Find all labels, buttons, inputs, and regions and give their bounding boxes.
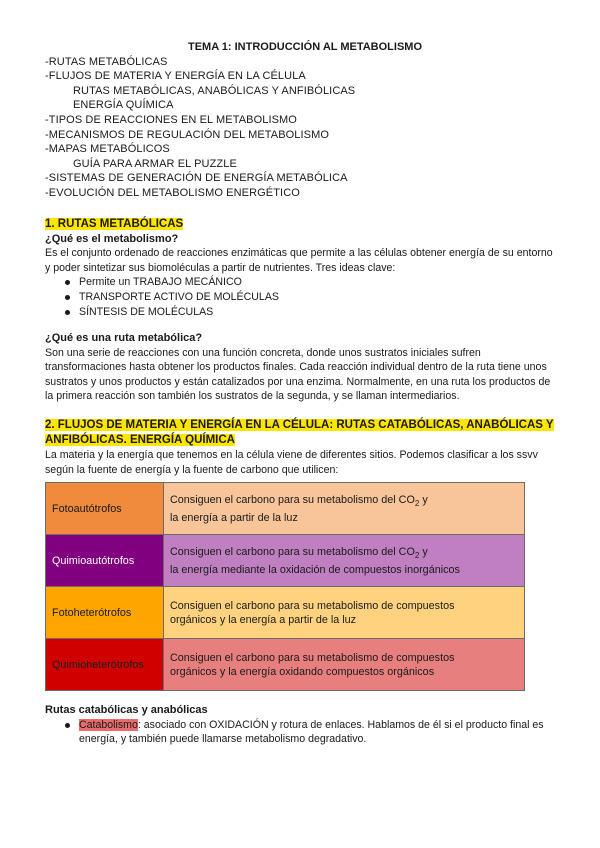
subscript: 2: [414, 498, 420, 508]
document-title: TEMA 1: INTRODUCCIÓN AL METABOLISMO: [187, 41, 423, 53]
organism-type-label: Fotoautótrofos: [46, 483, 164, 535]
organism-type-label: Quimioheterótrofos: [46, 639, 164, 691]
section-1-heading: [45, 217, 555, 232]
table-row: [46, 483, 525, 535]
organism-type-description: [164, 535, 525, 587]
organism-type-label: Fotoheterótrofos: [46, 587, 164, 639]
toc-item: -EVOLUCIÓN DEL METABOLISMO ENERGÉTICO: [45, 186, 300, 199]
description-line-1: Consiguen el carbono para su metabolismo del CO: [170, 493, 415, 506]
organism-type-description: [164, 587, 525, 639]
table-row: [46, 587, 525, 639]
section-1-heading-text: 1. RUTAS METABÓLICAS: [45, 217, 184, 230]
toc-item: -TIPOS DE REACCIONES EN EL METABOLISMO: [45, 113, 297, 126]
table-of-contents: [45, 55, 555, 201]
paragraph-metabolism: Es el conjunto ordenado de reacciones enzimáticas que permite a las células obtener energía de su entorno y poder sintetizar sus biomoléculas a partir de nutrientes. Tres ideas clave:: [45, 247, 553, 274]
toc-item: -SISTEMAS DE GENERACIÓN DE ENERGÍA METABÓLICA: [45, 172, 348, 185]
toc-item: -RUTAS METABÓLICAS: [45, 55, 168, 68]
paragraph-sources: La materia y la energía que tenemos en la célula viene de diferentes sitios. Podemos clasificar a los ssvv según la fuente de energía y la fuente de carbono que utilicen:: [45, 449, 538, 476]
subscript: 2: [414, 550, 420, 560]
description-line-2: la energía a partir de la luz: [170, 511, 298, 524]
description-line-1-end: y: [419, 493, 428, 506]
organism-type-description: [164, 483, 525, 535]
description-line-2: orgánicos y la energía a partir de la luz: [170, 613, 357, 626]
routes-list: [65, 718, 555, 747]
section-2-heading: [45, 418, 555, 448]
routes-subheading: Rutas catabólicas y anabólicas: [45, 704, 208, 717]
question-metabolic-route: ¿Qué es una ruta metabólica?: [45, 332, 203, 345]
toc-item: -FLUJOS DE MATERIA Y ENERGÍA EN LA CÉLULA: [45, 70, 306, 83]
toc-item: -MAPAS METABÓLICOS: [45, 143, 170, 156]
toc-item: -MECANISMOS DE REGULACIÓN DEL METABOLISMO: [45, 128, 330, 141]
table-row: [46, 639, 525, 691]
list-item: SÍNTESIS DE MOLÉCULAS: [65, 305, 555, 320]
description-line-1: Consiguen el carbono para su metabolismo de compuestos: [170, 599, 455, 612]
description-line-1: Consiguen el carbono para su metabolismo de compuestos: [170, 651, 455, 664]
catabolism-term: Catabolismo: [79, 718, 138, 731]
section-2-heading-line2: ANFIBÓLICAS. ENERGÍA QUÍMICA: [45, 434, 235, 447]
description-line-1-end: y: [419, 545, 428, 558]
list-item-catabolism: [65, 718, 555, 747]
toc-subitem: RUTAS METABÓLICAS, ANABÓLICAS Y ANFIBÓLICAS: [73, 84, 356, 97]
key-ideas-list: [65, 275, 555, 319]
description-line-1: Consiguen el carbono para su metabolismo del CO: [170, 545, 415, 558]
list-item: TRANSPORTE ACTIVO DE MOLÉCULAS: [65, 290, 555, 305]
organism-type-description: [164, 639, 525, 691]
paragraph-metabolic-route: Son una serie de reacciones con una función concreta, donde unos sustratos iniciales sufren transformaciones hasta obtener los productos finales. Cada reacción individual dentro de la ruta tiene unos sustratos y unos productos y están catalizados por una enzima. Normalmente, en una ruta los productos de la primera reacción son también los sustratos de la segunda, y se llaman intermediarios.: [45, 346, 551, 403]
description-line-2: la energía mediante la oxidación de compuestos inorgánicos: [170, 563, 460, 576]
list-item: Permite un TRABAJO MECÁNICO: [65, 275, 555, 290]
question-metabolism: ¿Qué es el metabolismo?: [45, 232, 179, 245]
description-line-2: orgánicos y la energía oxidando compuestos orgánicos: [170, 665, 435, 678]
section-2-heading-line1: 2. FLUJOS DE MATERIA Y ENERGÍA EN LA CÉLULA: RUTAS CATABÓLICAS, ANABÓLICAS Y: [45, 419, 554, 432]
table-row: [46, 535, 525, 587]
organism-types-table: [45, 482, 525, 691]
toc-subitem: GUÍA PARA ARMAR EL PUZZLE: [73, 157, 237, 170]
toc-subitem: ENERGÍA QUÍMICA: [73, 99, 174, 112]
document-page: [45, 40, 555, 747]
organism-type-label: Quimioautótrofos: [46, 535, 164, 587]
catabolism-text: : asociado con OXIDACIÓN y rotura de enlaces. Hablamos de él si el producto final es energía, y también puede llamarse metabolismo degradativo.: [79, 718, 544, 746]
